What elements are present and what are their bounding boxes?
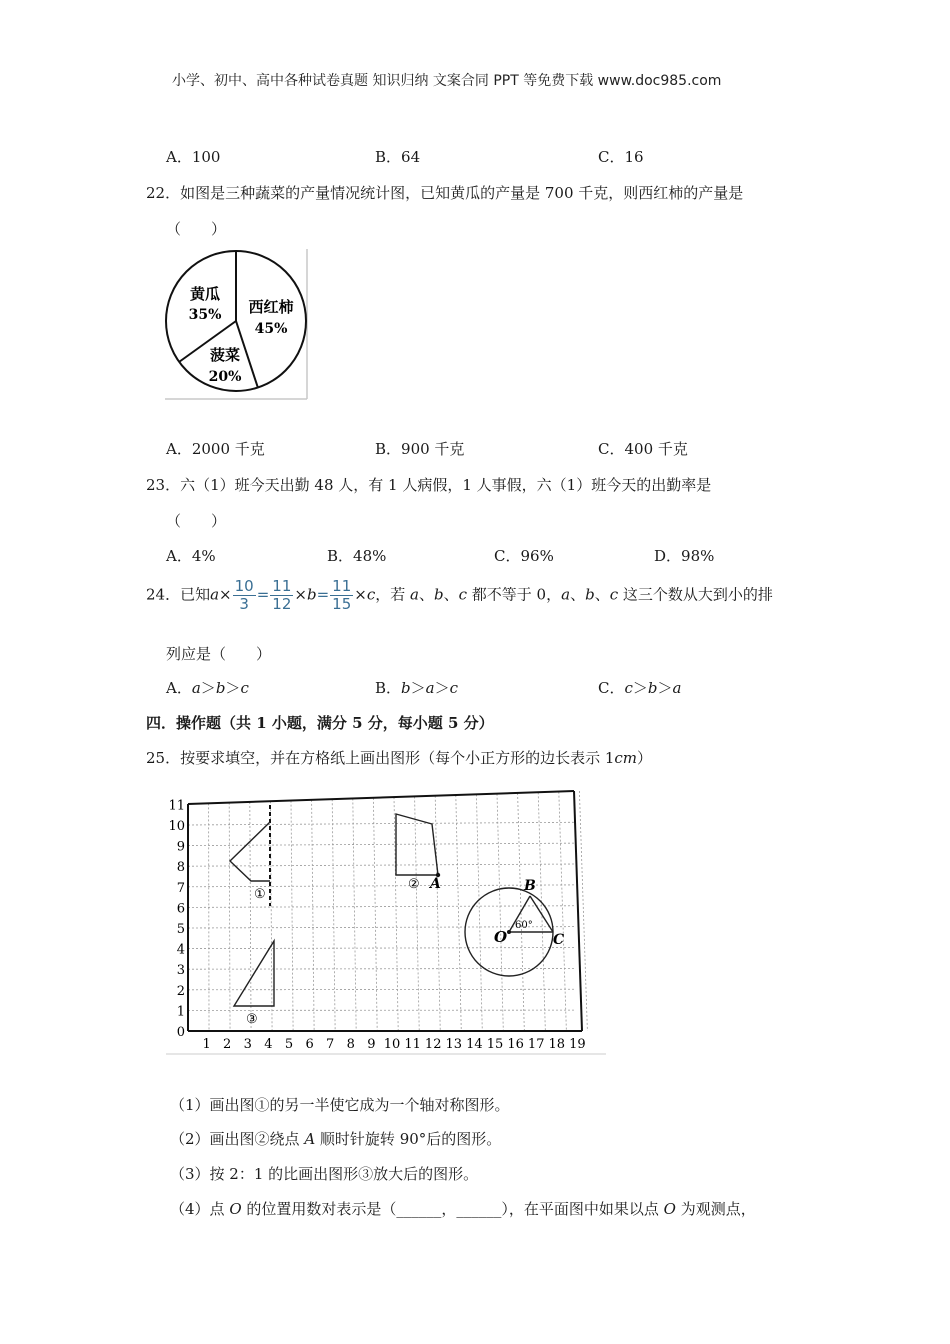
q25-grid-figure: [164, 782, 608, 1056]
angle-label: 60°: [515, 920, 533, 931]
x-tick-label: 15: [486, 1037, 504, 1052]
point-c-label: C: [553, 932, 565, 948]
x-tick-label: 1: [202, 1037, 211, 1052]
fraction-10-3: $\frac{10}{3}$: [234, 577, 254, 613]
grid-hline: [188, 906, 575, 908]
x-tick-label: 5: [284, 1037, 294, 1052]
grid-vline: [415, 796, 420, 1031]
pie-label-cucumber: 黄瓜: [189, 285, 221, 303]
x-tick-label: 12: [424, 1037, 442, 1052]
fraction-11-15: $\frac{11}{15}$: [332, 577, 352, 613]
q23-answer-paren: （ ）: [166, 512, 227, 530]
grid-vline: [332, 799, 335, 1031]
y-tick-label: 6: [176, 901, 185, 917]
point-o-dot: [507, 930, 511, 934]
pie-label-spinach: 菠菜: [209, 346, 241, 364]
q22-answer-paren: （ ）: [166, 220, 227, 238]
grid-hline: [188, 822, 574, 825]
q22-stem: 22．如图是三种蔬菜的产量情况统计图，已知黄瓜的产量是 700 千克，则西红柿的产量是: [146, 184, 744, 202]
grid-vline: [559, 792, 567, 1031]
grid-vline: [229, 803, 230, 1031]
y-tick-label: 8: [176, 860, 185, 876]
fig3-label: ③: [246, 1012, 258, 1027]
grid-vline: [353, 799, 356, 1031]
section-title: 四．操作题（共 1 小题，满分 5 分，每小题 5 分）: [146, 714, 494, 732]
grid-hline: [188, 885, 575, 887]
grid-vline: [497, 794, 503, 1031]
x-tick-label: 19: [569, 1037, 586, 1052]
y-tick-label: 9: [176, 839, 185, 855]
q25-stem: 25．按要求填空，并在方格纸上画出图形（每个小正方形的边长表示 1cm）: [146, 749, 653, 767]
fraction-11-12: $\frac{11}{12}$: [272, 577, 292, 613]
y-tick-label: 10: [168, 819, 185, 834]
q24-option-c: C．c＞b＞a: [598, 679, 682, 697]
fig2-label: ②: [408, 877, 420, 892]
q24-option-b: B．b＞a＞c: [375, 679, 459, 697]
q23-stem: 23．六（1）班今天出勤 48 人，有 1 人病假，1 人事假，六（1）班今天的出勤率是: [146, 476, 712, 494]
q21-option-b: B．64: [375, 148, 421, 166]
x-tick-label: 13: [445, 1037, 463, 1052]
q25-sub1: （1）画出图①的另一半使它成为一个轴对称图形。: [170, 1096, 510, 1114]
grid-vline: [373, 798, 377, 1031]
fig1-label: ①: [254, 887, 266, 902]
y-tick-label: 4: [176, 942, 185, 958]
x-tick-label: 9: [367, 1037, 376, 1052]
y-tick-label: 5: [176, 922, 185, 937]
x-tick-label: 8: [346, 1037, 355, 1052]
point-b-label: B: [524, 878, 536, 894]
x-tick-label: 4: [264, 1037, 273, 1052]
q22-option-c: C．400 千克: [598, 440, 688, 458]
grid-hline: [188, 989, 576, 990]
pie-value-spinach: 20%: [208, 369, 242, 385]
q22-pie-chart: [163, 247, 309, 401]
y-tick-label: 0: [176, 1025, 185, 1040]
point-a-label: A: [430, 876, 441, 892]
x-tick-label: 14: [466, 1037, 483, 1052]
grid-hline: [188, 948, 575, 949]
q22-option-a: A．2000 千克: [166, 440, 265, 458]
q24-option-a: A．a＞b＞c: [166, 679, 249, 697]
grid-top-border: [188, 791, 574, 804]
q25-sub3: （3）按 2：1 的比画出图形③放大后的图形。: [170, 1165, 479, 1183]
grid-hline: [188, 968, 575, 969]
grid-hline: [188, 864, 575, 866]
pie-label-tomato: 西红柿: [248, 298, 294, 316]
point-o-label: O: [494, 928, 508, 946]
pie-value-tomato: 45%: [254, 321, 288, 337]
q24-stem-cont: 列应是（ ）: [166, 645, 272, 663]
q21-option-c: C．16: [598, 148, 644, 166]
y-tick-label: 3: [176, 963, 185, 979]
y-tick-label: 11: [168, 798, 185, 814]
x-tick-label: 2: [223, 1037, 232, 1052]
x-tick-label: 6: [305, 1037, 314, 1052]
grid-vline: [456, 795, 461, 1031]
x-tick-label: 16: [507, 1037, 524, 1052]
x-tick-label: 18: [548, 1037, 566, 1052]
q25-sub4: （4）点 O 的位置用数对表示是（______，______），在平面图中如果以点 O 为观测点，: [170, 1200, 756, 1218]
grid-vline: [291, 801, 293, 1031]
page-header: 小学、初中、高中各种试卷真题 知识归纳 文案合同 PPT 等免费下载 www.doc985.com: [172, 73, 722, 89]
q23-option-a: A．4%: [166, 547, 216, 565]
q25-sub2: （2）画出图②绕点 A 顺时针旋转 90°后的图形。: [170, 1130, 502, 1148]
y-tick-label: 2: [176, 983, 185, 999]
q22-option-b: B．900 千克: [375, 440, 465, 458]
grid-vline: [476, 794, 482, 1031]
grid-vline: [435, 796, 440, 1031]
y-tick-label: 1: [176, 1004, 185, 1020]
grid-vline: [312, 800, 315, 1031]
q23-option-b: B．48%: [327, 547, 387, 565]
x-tick-label: 17: [527, 1037, 545, 1052]
x-tick-label: 11: [404, 1037, 421, 1052]
q23-option-d: D．98%: [654, 547, 715, 565]
y-tick-label: 7: [176, 880, 185, 896]
fig3-shape: [234, 941, 274, 1006]
x-tick-label: 7: [326, 1037, 335, 1052]
q24-stem: 24．已知a× $\frac{10}{3}$ = $\frac{11}{12}$ ×b= $\frac{11}{15}$ ×c，若 a、b、c 都不等于 0，a、b、c 这三个数从大到小的排: [146, 577, 773, 613]
q21-option-a: A．100: [166, 148, 221, 166]
x-tick-label: 10: [383, 1037, 401, 1052]
q23-option-c: C．96%: [494, 547, 554, 565]
pie-value-cucumber: 35%: [188, 307, 222, 323]
x-tick-label: 3: [243, 1037, 252, 1052]
grid-vline: [250, 802, 251, 1031]
